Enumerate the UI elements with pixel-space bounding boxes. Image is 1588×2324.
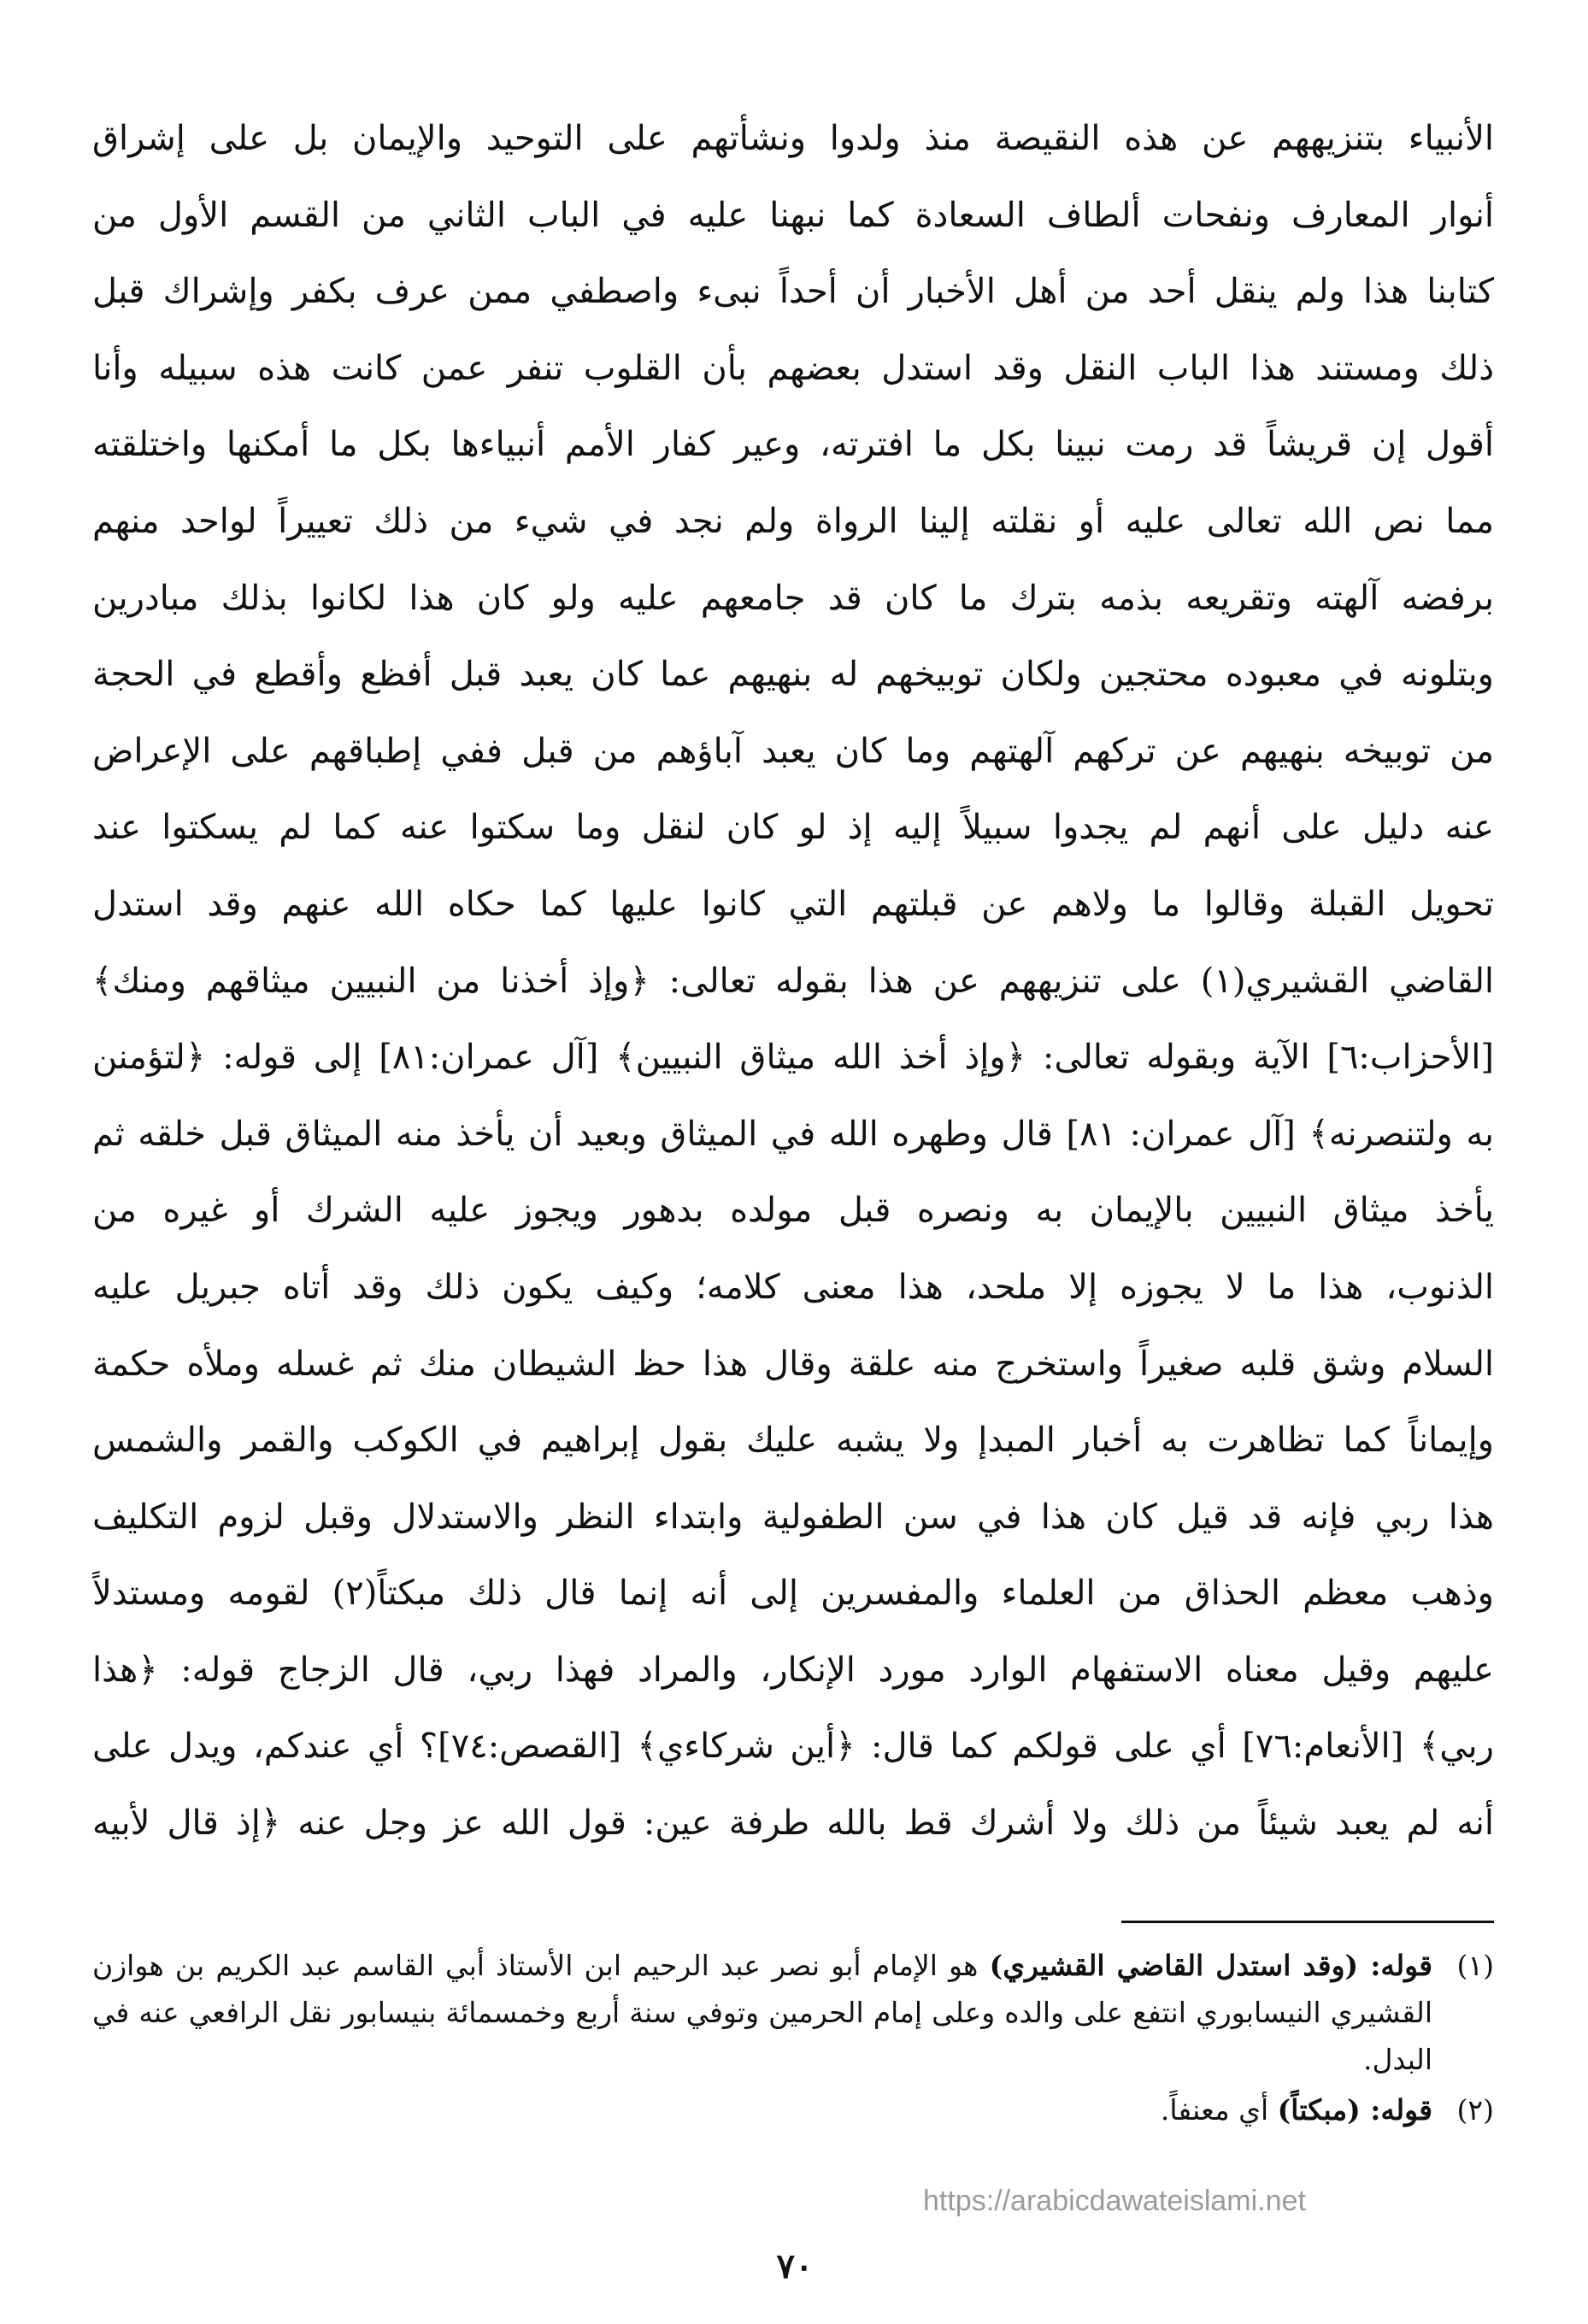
footnote-number: (١) (1456, 1949, 1494, 1982)
text-line: تحويل القبلة وقالوا ما ولاهم عن قبلتهم التي كانوا عليها كما حكاه الله عنهم وقد استدل (92, 884, 1494, 924)
text-line: يأخذ ميثاق النبيين بالإيمان به ونصره قبل مولده بدهور ويجوز عليه الشرك أو غيره من (92, 1191, 1494, 1231)
footnote-lead: قوله: (وقد استدل القاضي القشيري) (989, 1949, 1432, 1982)
text-line: السلام وشق قلبه صغيراً واستخرج منه علقة وقال هذا حظ الشيطان منك ثم غسله وملأه حكمة (92, 1344, 1494, 1384)
footnote-body (92, 2086, 1432, 2133)
text-line: القاضي القشيري(١) على تنزيههم عن هذا بقوله تعالى: ﴿وإذ أخذنا من النبيين ميثاقهم ومنك﴾ (92, 961, 1494, 1001)
footnote-2 (92, 2086, 1494, 2133)
text-line: أنه لم يعبد شيئاً من ذلك ولا أشرك قط بالله طرفة عين: قول الله عز وجل عنه ﴿إذ قال لأبيه (92, 1803, 1494, 1844)
watermark-url: https://arabicdawateislami.net (923, 2185, 1306, 2217)
footnote-1 (92, 1942, 1494, 2083)
text-line: وبتلونه في معبوده محتجين ولكان توبيخهم له بنهيهم عما كان يعبد قبل أفظع وأقطع في الحجة (92, 655, 1494, 695)
text-line: [الأحزاب:٦] الآية وبقوله تعالى: ﴿وإذ أخذ الله ميثاق النبيين﴾ [آل عمران:٨١] إلى قوله: ﴿لتؤمنن (92, 1038, 1494, 1078)
text-line: به ولتنصرنه﴾ [آل عمران: ٨١] قال وطهره الله في الميثاق وبعيد أن يأخذ منه الميثاق قبل خلقه ثم (92, 1114, 1494, 1154)
text-line: برفضه آلهته وتقريعه بذمه بترك ما كان قد جامعهم عليه ولو كان هذا لكانوا بذلك مبادرين (92, 578, 1494, 618)
text-line: مما نص الله تعالى عليه أو نقلته إلينا الرواة ولم نجد في شيء من ذلك تعييراً لواحد منهم (92, 501, 1494, 541)
footnote-divider (1121, 1921, 1494, 1923)
text-line: أنوار المعارف ونفحات ألطاف السعادة كما نبهنا عليه في الباب الثاني من القسم الأول من (92, 195, 1494, 235)
footnote-number: (٢) (1456, 2093, 1494, 2127)
footnotes (92, 1942, 1494, 2137)
footnote-text: هو الإمام أبو نصر عبد الرحيم ابن الأستاذ أبي القاسم عبد الكريم بن هوازن القشيري النيسابوري انتفع على والده وعلى إمام الحرمين وتوفي سنة أربع وخمسمائة بنيسابور نقل الرافعي عنه في البدل. (92, 1949, 1432, 2076)
text-line: هذا ربي فإنه قد قيل كان هذا في سن الطفولية وابتداء النظر والاستدلال وقبل لزوم التكليف (92, 1497, 1494, 1537)
footnote-body (92, 1942, 1432, 2083)
page-number: ٧٠ (776, 2246, 814, 2286)
text-line: عنه دليل على أنهم لم يجدوا سبيلاً إليه إذ لو كان لنقل وما سكتوا عنه كما لم يسكتوا عند (92, 808, 1494, 848)
text-line: وذهب معظم الحذاق من العلماء والمفسرين إلى أنه إنما قال ذلك مبكتاً(٢) لقومه ومستدلاً (92, 1574, 1494, 1614)
text-line: ذلك ومستند هذا الباب النقل وقد استدل بعضهم بأن القلوب تنفر عمن كانت هذه سبيله وأنا (92, 348, 1494, 388)
text-line: وإيماناً كما تظاهرت به أخبار المبدإ ولا يشبه عليك بقول إبراهيم في الكوكب والقمر والشمس (92, 1421, 1494, 1461)
text-line: أقول إن قريشاً قد رمت نبينا بكل ما افترته، وعير كفار الأمم أنبياءها بكل ما أمكنها واختلقته (92, 425, 1494, 465)
text-line: كتابنا هذا ولم ينقل أحد من أهل الأخبار أن أحداً نبىء واصطفي ممن عرف بكفر وإشراك قبل (92, 272, 1494, 312)
footnote-lead: قوله: (مبكتاً) (1277, 2093, 1432, 2127)
main-text-block (92, 101, 1494, 1862)
text-line: الذنوب، هذا ما لا يجوزه إلا ملحد، هذا معنى كلامه؛ وكيف يكون ذلك وقد أتاه جبريل عليه (92, 1267, 1494, 1307)
footnote-text: أي معنفاً. (1160, 2093, 1269, 2127)
text-line: من توبيخه بنهيهم عن تركهم آلهتهم وما كان يعبد آباؤهم من قبل ففي إطباقهم على الإعراض (92, 731, 1494, 771)
text-line: عليهم وقيل معناه الاستفهام الوارد مورد الإنكار، والمراد فهذا ربي، قال الزجاج قوله: ﴿هذا (92, 1650, 1494, 1690)
text-line: الأنبياء بتنزيههم عن هذه النقيصة منذ ولدوا ونشأتهم على التوحيد والإيمان بل على إشراق (92, 119, 1494, 158)
text-line: ربي﴾ [الأنعام:٧٦] أي على قولكم كما قال: ﴿أين شركاءي﴾ [القصص:٧٤]؟ أي عندكم، ويدل على (92, 1727, 1494, 1767)
